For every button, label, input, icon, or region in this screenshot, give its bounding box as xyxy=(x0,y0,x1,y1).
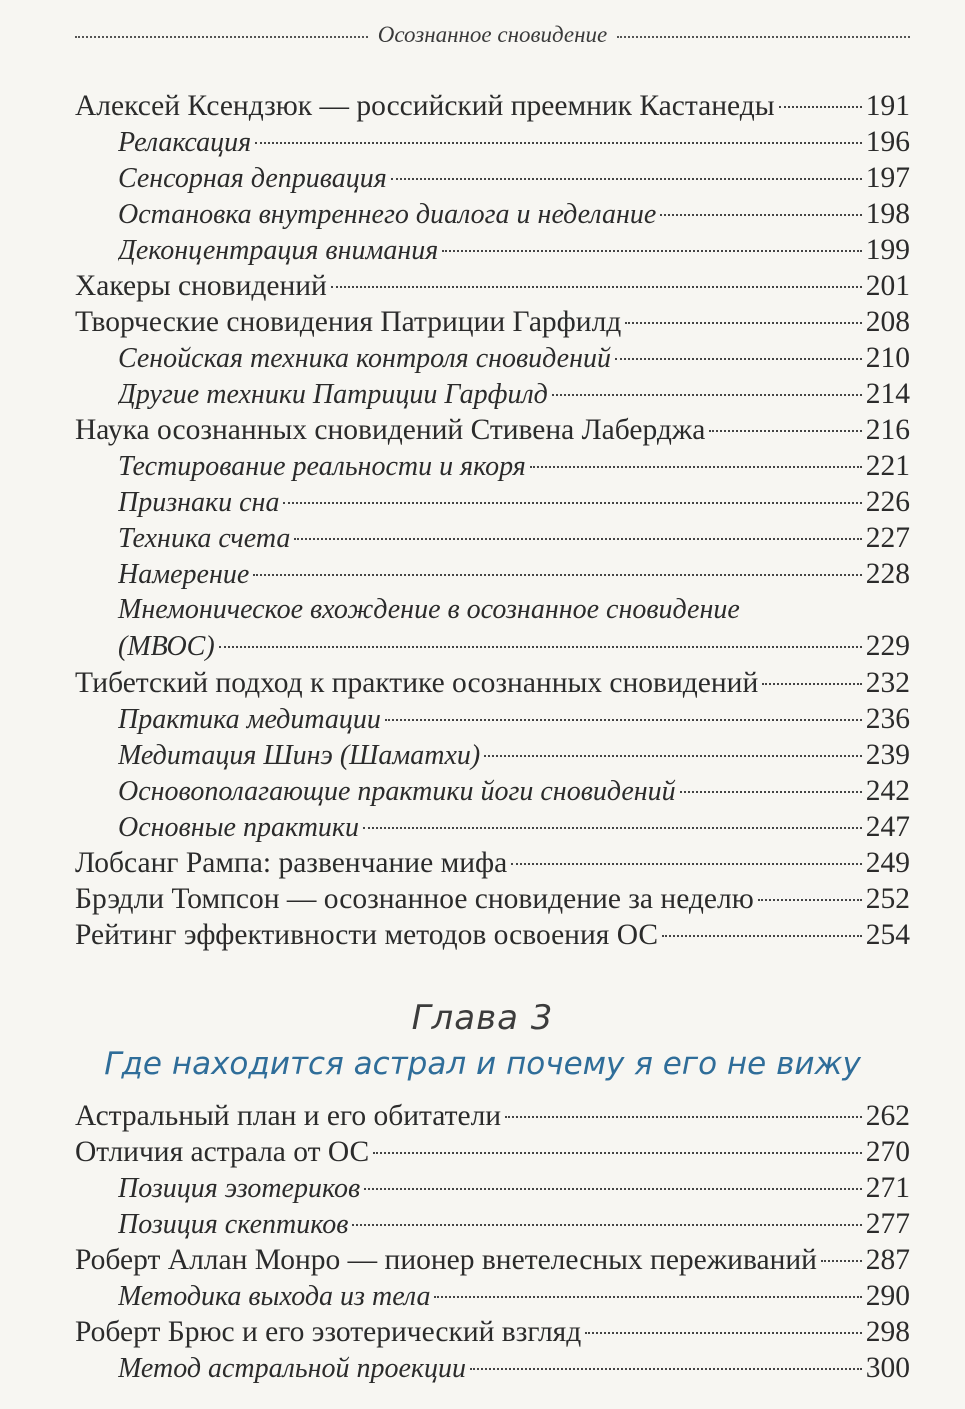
dot-leader xyxy=(625,322,861,324)
toc-entry-label-line2: (МВОС) xyxy=(118,631,215,662)
dot-leader xyxy=(530,466,862,468)
toc-entry-page-number: 290 xyxy=(865,1280,910,1312)
toc-list-part-1a xyxy=(75,88,910,592)
toc-entry-label: Роберт Аллан Монро — пионер внетелесных переживаний xyxy=(75,1244,817,1276)
toc-entry-page-number: 270 xyxy=(865,1136,910,1168)
dot-leader xyxy=(662,935,862,937)
dot-leader xyxy=(253,574,861,576)
toc-entry-label: Брэдли Томпсон — осознанное сновидение за неделю xyxy=(75,883,754,915)
toc-entry-label: Наука осознанных сновидений Стивена Лаберджа xyxy=(75,414,706,446)
toc-entry-label: Хакеры сновидений xyxy=(75,270,327,302)
toc-entry[interactable] xyxy=(75,412,910,448)
toc-entry[interactable] xyxy=(75,845,910,881)
toc-entry[interactable] xyxy=(75,232,910,268)
toc-entry-label: Сенсорная депривация xyxy=(118,163,387,194)
toc-entry-label: Алексей Ксендзюк — российский преемник Кастанеды xyxy=(75,90,775,122)
dot-leader xyxy=(762,683,862,685)
chapter-subtitle: Где находится астрал и почему я его не вижу xyxy=(104,1046,861,1082)
toc-entry-page-number: 254 xyxy=(865,919,910,951)
dot-leader xyxy=(552,394,862,396)
dot-leader xyxy=(484,755,862,757)
toc-entry[interactable] xyxy=(75,124,910,160)
toc-entry-page-number: 208 xyxy=(865,306,910,338)
toc-entry[interactable] xyxy=(75,448,910,484)
dot-leader xyxy=(373,1152,862,1154)
toc-entry-page-number: 201 xyxy=(865,270,910,302)
toc-entry-label: Метод астральной проекции xyxy=(118,1353,467,1384)
toc-entry-page-number: 210 xyxy=(865,342,910,374)
toc-entry[interactable] xyxy=(75,1350,910,1386)
toc-entry-label: Отличия астрала от ОС xyxy=(75,1136,370,1168)
dot-leader xyxy=(364,1188,862,1190)
toc-entry-label: Тестирование реальности и якоря xyxy=(118,451,526,482)
dot-leader xyxy=(660,214,861,216)
header-dotted-rule-left xyxy=(75,36,368,38)
dot-leader xyxy=(363,827,862,829)
toc-entry-page-number: 300 xyxy=(865,1352,910,1384)
toc-entry[interactable] xyxy=(75,701,910,737)
toc-entry[interactable] xyxy=(75,917,910,953)
dot-leader xyxy=(294,538,861,540)
toc-entry-label: Позиция эзотериков xyxy=(118,1173,361,1204)
dot-leader xyxy=(385,719,862,721)
toc-entry-page-number: 191 xyxy=(865,90,910,122)
dot-leader xyxy=(709,430,861,432)
toc-entry-page-number: 214 xyxy=(865,378,910,410)
toc-entry-label: Релаксация xyxy=(118,127,252,158)
toc-entry[interactable] xyxy=(75,1170,910,1206)
toc-entry[interactable] xyxy=(75,809,910,845)
toc-entry[interactable] xyxy=(75,160,910,196)
dot-leader xyxy=(434,1296,861,1298)
toc-entry-label: Основополагающие практики йоги сновидений xyxy=(118,776,676,807)
toc-entry-label: Рейтинг эффективности методов освоения ОС xyxy=(75,919,659,951)
toc-entry-label: Остановка внутреннего диалога и неделание xyxy=(118,199,657,230)
toc-entry-page-number: 277 xyxy=(865,1208,910,1240)
toc-entry[interactable] xyxy=(75,484,910,520)
toc-entry[interactable] xyxy=(75,881,910,917)
toc-entry[interactable] xyxy=(75,1098,910,1134)
toc-entry[interactable] xyxy=(75,196,910,232)
toc-entry[interactable] xyxy=(75,340,910,376)
dot-leader xyxy=(331,286,862,288)
toc-entry-label: Медитация Шинэ (Шаматхи) xyxy=(118,740,481,771)
toc-entry[interactable] xyxy=(75,1314,910,1350)
toc-entry-page-number: 227 xyxy=(865,522,910,554)
dot-leader xyxy=(283,502,861,504)
dot-leader xyxy=(615,358,862,360)
toc-list-part-1b xyxy=(75,665,910,953)
toc-entry[interactable] xyxy=(75,665,910,701)
table-of-contents-section-2 xyxy=(75,1098,910,1386)
dot-leader xyxy=(505,1116,862,1118)
toc-entry[interactable] xyxy=(75,88,910,124)
toc-entry-label: Техника счета xyxy=(118,523,291,554)
toc-entry-page-number: 198 xyxy=(865,198,910,230)
toc-entry[interactable] xyxy=(75,520,910,556)
toc-entry-label: Роберт Брюс и его эзотерический взгляд xyxy=(75,1316,582,1348)
dot-leader xyxy=(442,250,862,252)
toc-entry[interactable] xyxy=(75,304,910,340)
toc-entry-label: Лобсанг Рампа: развенчание мифа xyxy=(75,847,508,879)
toc-entry-label: Творческие сновидения Патриции Гарфилд xyxy=(75,306,622,338)
dot-leader xyxy=(352,1224,861,1226)
chapter-title: Глава 3 xyxy=(411,998,554,1038)
toc-entry-label-line1: Мнемоническое вхождение в осознанное сновидение xyxy=(118,594,740,625)
toc-entry-label: Другие техники Патриции Гарфилд xyxy=(118,379,548,410)
toc-entry-label: Намерение xyxy=(118,559,250,590)
toc-entry-label: Признаки сна xyxy=(118,487,280,518)
toc-entry-label: Деконцентрация внимания xyxy=(118,235,439,266)
toc-entry-page-number: 216 xyxy=(865,414,910,446)
toc-entry-page-number: 271 xyxy=(865,1172,910,1204)
dot-leader xyxy=(779,106,862,108)
toc-entry[interactable] xyxy=(75,737,910,773)
toc-entry-page-number: 249 xyxy=(865,847,910,879)
toc-entry-label: Тибетский подход к практике осознанных сновидений xyxy=(75,667,759,699)
toc-entry-label: Методика выхода из тела xyxy=(118,1281,431,1312)
toc-entry[interactable] xyxy=(75,592,910,665)
toc-list-part-2 xyxy=(75,1098,910,1386)
toc-entry-label: Позиция скептиков xyxy=(118,1209,349,1240)
toc-entry[interactable] xyxy=(75,1278,910,1314)
toc-entry[interactable] xyxy=(75,1134,910,1170)
dot-leader xyxy=(219,646,862,648)
toc-entry-page-number: 236 xyxy=(865,703,910,735)
dot-leader xyxy=(511,863,862,865)
table-of-contents-section-1 xyxy=(75,88,910,953)
toc-entry-page-number: 298 xyxy=(865,1316,910,1348)
dot-leader xyxy=(470,1368,862,1370)
running-header xyxy=(75,22,910,48)
toc-entry-page-number: 262 xyxy=(865,1100,910,1132)
toc-entry-page-number: 199 xyxy=(865,234,910,266)
toc-entry-page-number: 196 xyxy=(865,126,910,158)
toc-entry-page-number: 287 xyxy=(865,1244,910,1276)
toc-entry[interactable] xyxy=(75,1242,910,1278)
dot-leader xyxy=(391,178,862,180)
toc-entry-label: Основные практики xyxy=(118,812,360,843)
dot-leader xyxy=(585,1332,861,1334)
toc-entry[interactable] xyxy=(75,773,910,809)
toc-entry-page-number: 252 xyxy=(865,883,910,915)
toc-entry[interactable] xyxy=(75,376,910,412)
dot-leader xyxy=(821,1260,862,1262)
toc-entry[interactable] xyxy=(75,556,910,592)
toc-entry[interactable] xyxy=(75,268,910,304)
running-title: Осознанное сновидение xyxy=(377,22,608,47)
toc-entry-page-number: 221 xyxy=(865,450,910,482)
toc-entry-page-number: 242 xyxy=(865,775,910,807)
toc-entry-page-number: 226 xyxy=(865,486,910,518)
toc-entry-label: Практика медитации xyxy=(118,704,381,735)
toc-entry-page-number: 232 xyxy=(865,667,910,699)
toc-entry-page-number: 229 xyxy=(865,630,910,662)
toc-entry[interactable] xyxy=(75,1206,910,1242)
toc-entry-page-number: 197 xyxy=(865,162,910,194)
header-dotted-rule-right xyxy=(617,36,910,38)
toc-entry-label: Сенойская техника контроля сновидений xyxy=(118,343,611,374)
dot-leader xyxy=(680,791,862,793)
toc-entry-label: Астральный план и его обитатели xyxy=(75,1100,502,1132)
toc-entry-page-number: 228 xyxy=(865,558,910,590)
toc-entry-page-number: 239 xyxy=(865,739,910,771)
dot-leader xyxy=(255,142,862,144)
dot-leader xyxy=(758,899,862,901)
chapter-heading xyxy=(0,998,965,1082)
toc-entry-page-number: 247 xyxy=(865,811,910,843)
